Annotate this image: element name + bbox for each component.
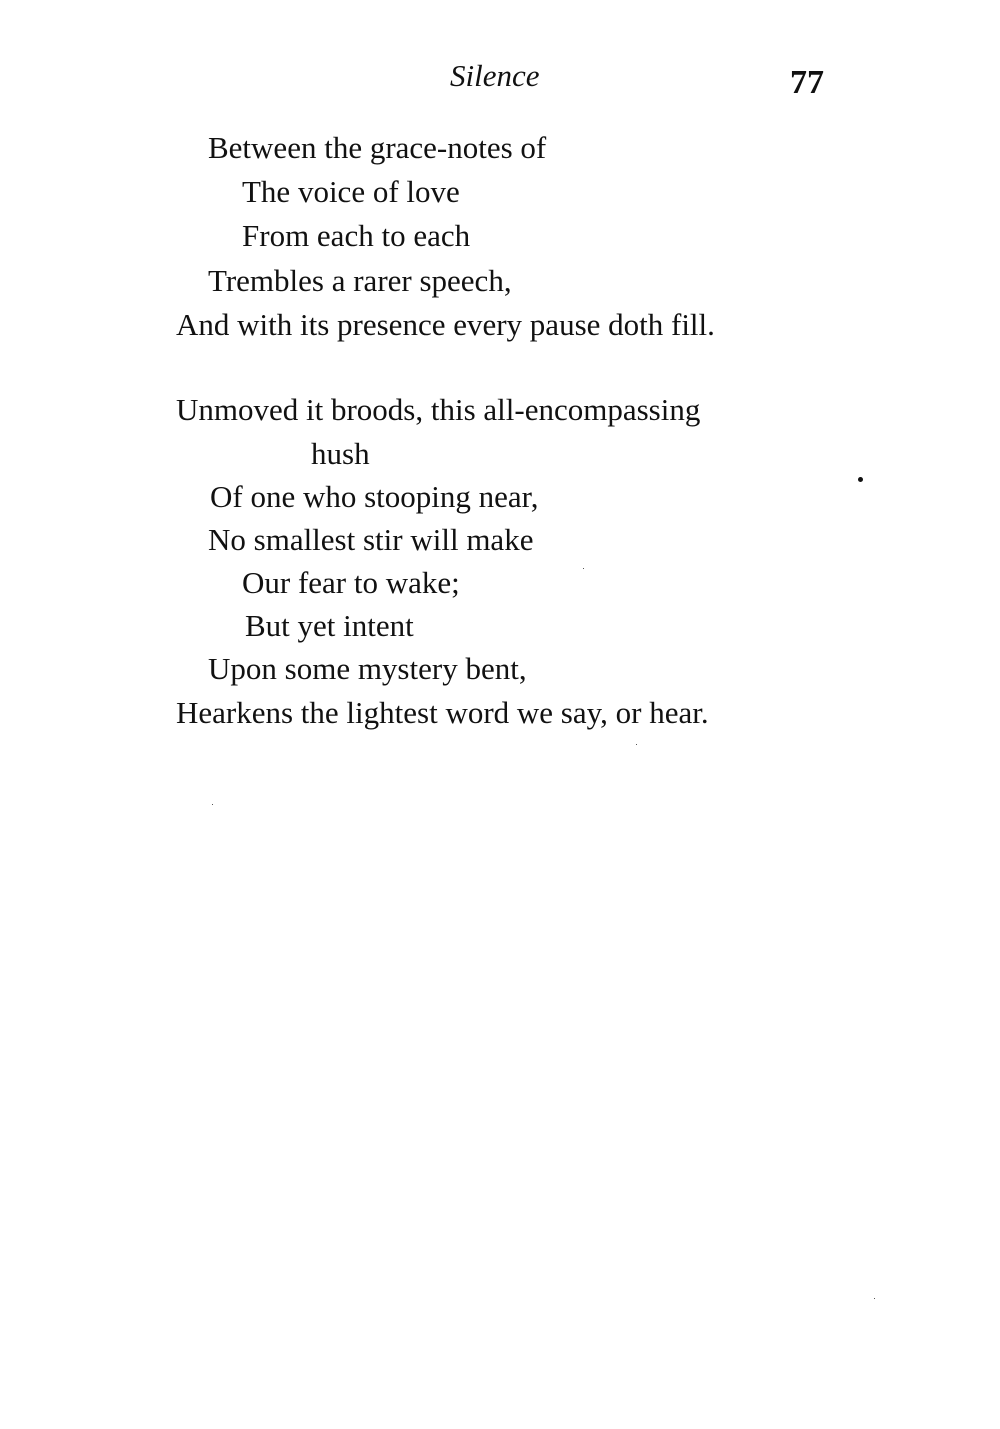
poem-line: No smallest stir will make [208, 522, 534, 557]
poem-line: Hearkens the lightest word we say, or hear. [176, 695, 709, 730]
paper-speck [874, 1298, 875, 1299]
poem-line: From each to each [242, 218, 471, 253]
poem-line: But yet intent [245, 608, 414, 643]
ink-dot [858, 477, 863, 482]
paper-speck [636, 744, 637, 745]
poem-line: And with its presence every pause doth fill. [176, 307, 715, 342]
poem-line: hush [311, 436, 370, 471]
poem-line: Upon some mystery bent, [208, 651, 527, 686]
paper-speck [212, 804, 213, 805]
paper-speck [583, 568, 584, 569]
page-number: 77 [790, 64, 824, 101]
running-title: Silence [450, 58, 540, 93]
poem-line: Between the grace-notes of [208, 130, 547, 165]
poem-line: Of one who stooping near, [210, 479, 539, 514]
poem-line: Trembles a rarer speech, [208, 263, 512, 298]
poem-line: The voice of love [242, 174, 460, 209]
poem-line: Our fear to wake; [242, 565, 460, 600]
poem-line: Unmoved it broods, this all-encompassing [176, 392, 701, 427]
